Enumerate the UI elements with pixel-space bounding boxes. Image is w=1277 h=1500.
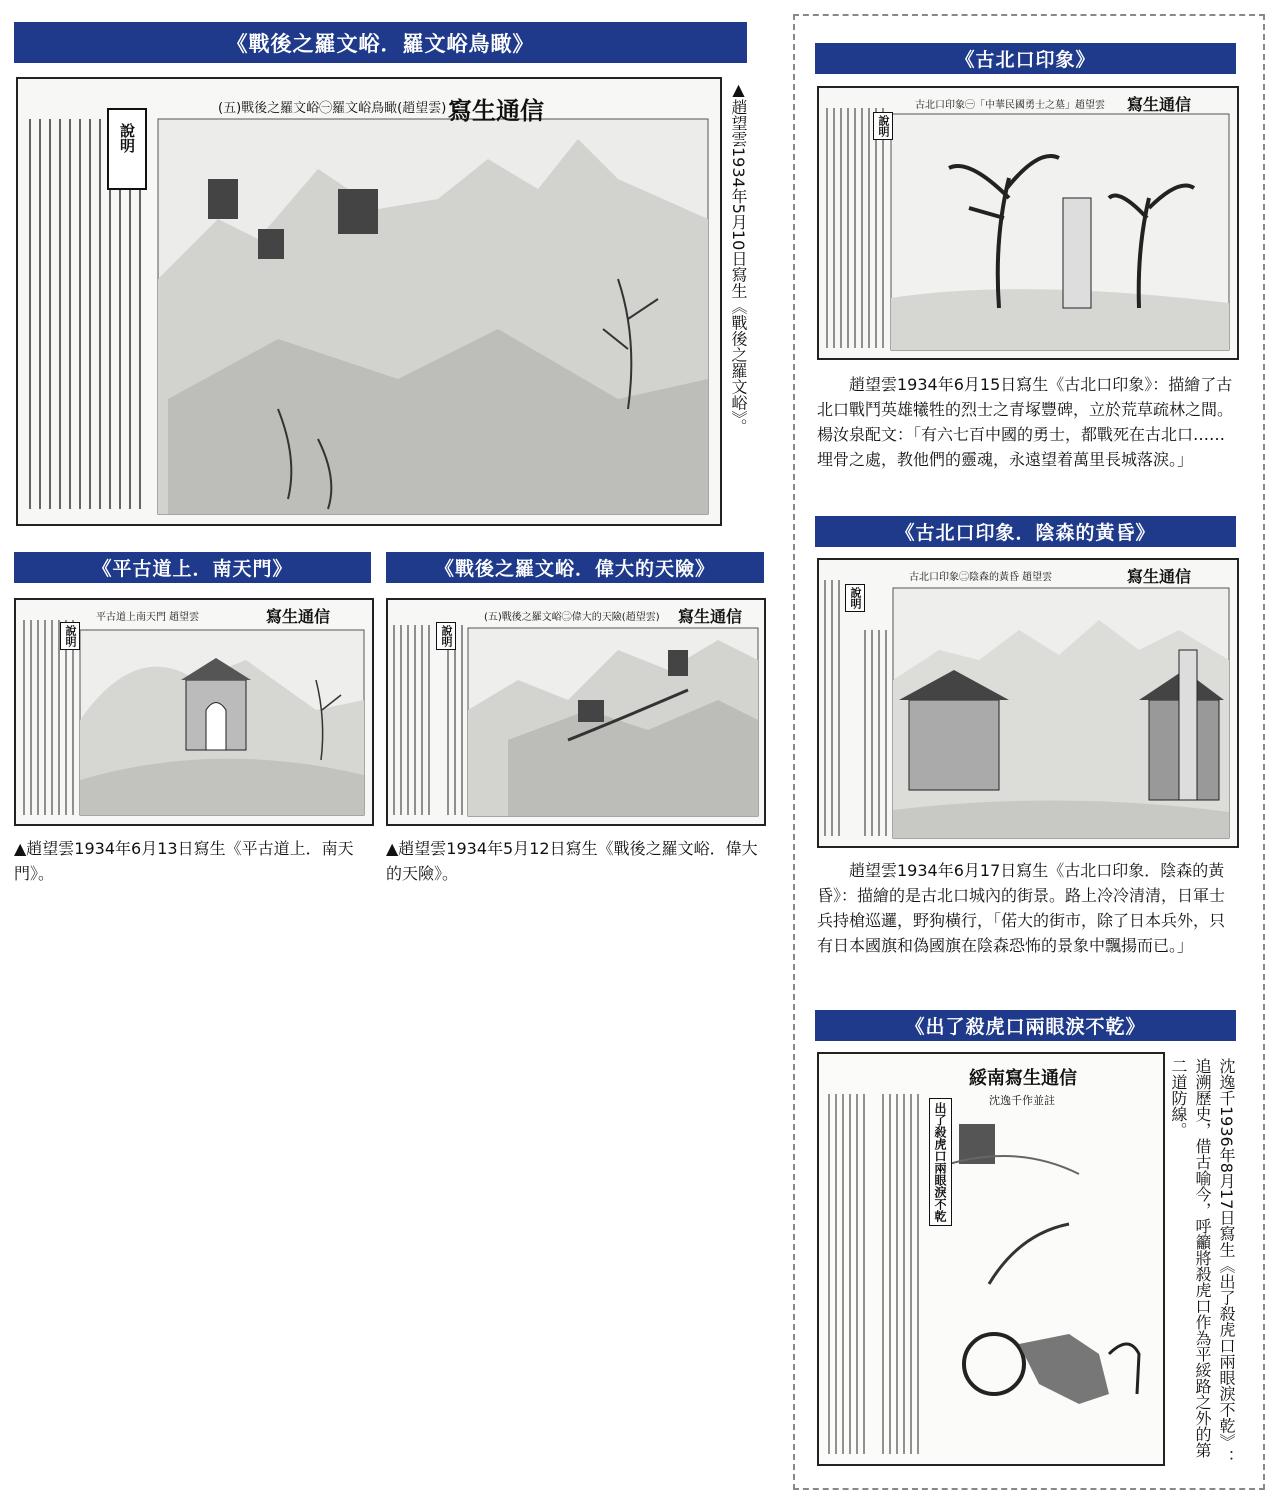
newspaper-clipping-gubeikou [817, 86, 1239, 360]
caption-gubeikou-dusk: 趙望雲1934年6月17日寫生《古北口印象．陰森的黃昏》：描繪的是古北口城內的街景。路上冷冷清清，日軍士兵持槍巡邏，野狗橫行，「偌大的街市，除了日本兵外，只有日本國旗和偽國旗在陰森恐怖的景象中飄揚而已。」 [817, 861, 1226, 955]
clipping-subtitle: 古北口印象㊁陰森的黃昏 趙望雲 [909, 572, 1053, 583]
newspaper-clipping-gubeikou-dusk [817, 558, 1239, 848]
clipping-header: 寫生通信 [678, 607, 743, 626]
clipping-label: 說明 [118, 123, 136, 153]
section-title-pinggu-nantianmen: 《平古道上．南天門》 [14, 552, 371, 583]
section-title-luowen-tianxian: 《戰後之羅文峪．偉大的天險》 [386, 552, 764, 583]
newspaper-clipping-shahukou [817, 1052, 1165, 1466]
newspaper-clipping-luowen-aerial [16, 77, 722, 526]
clipping-subtitle: 平古道上南天門 趙望雲 [96, 612, 200, 623]
clipping-subtitle: (五)戰後之羅文峪㊁偉大的天險(趙望雲) [484, 612, 660, 623]
clipping-header: 寫生通信 [1127, 567, 1192, 586]
newspaper-clipping-nantianmen [14, 598, 374, 826]
section-title-shahukou: 《出了殺虎口兩眼淚不乾》 [815, 1010, 1236, 1041]
section-title-luowen-aerial: 《戰後之羅文峪．羅文峪鳥瞰》 [14, 22, 747, 63]
clipping-subtitle: (五)戰後之羅文峪㊀羅文峪鳥瞰(趙望雲) [218, 101, 447, 116]
clipping-label: 說明 [845, 584, 865, 612]
clipping-label: 說明 [436, 622, 456, 650]
section-title-gubeikou: 《古北口印象》 [815, 43, 1236, 74]
section-title-gubeikou-dusk: 《古北口印象．陰森的黃昏》 [815, 516, 1236, 547]
clipping-header: 寫生通信 [1127, 95, 1192, 114]
caption-gubeikou: 趙望雲1934年6月15日寫生《古北口印象》：描繪了古北口戰鬥英雄犧牲的烈士之青塚豐碑，立於荒草疏林之間。楊汝泉配文：「有六七百中國的勇士，都戰死在古北口……埋骨之處，教他們的靈魂，永遠望着萬里長城落淚。」 [817, 375, 1234, 469]
caption-shahukou: 沈逸千1936年8月17日寫生《出了殺虎口兩眼淚不乾》：追溯歷史，借古喻今，呼籲將殺虎口作為平綏路之外的第二道防線。 [1169, 1058, 1236, 1466]
newspaper-clipping-tianxian [386, 598, 766, 826]
caption-luowen-aerial: ▲趙望雲1934年5月10日寫生《戰後之羅文峪》。 [729, 80, 748, 435]
clipping-label: 說明 [873, 112, 893, 140]
clipping-label: 說明 [60, 622, 80, 650]
clipping-subtitle: 沈逸千作並註 [989, 1094, 1055, 1107]
caption-nantianmen: ▲趙望雲1934年6月13日寫生《平古道上．南天門》。 [14, 839, 354, 883]
clipping-header: 寫生通信 [448, 96, 544, 125]
clipping-label: 出了殺虎口兩眼淚不乾 [929, 1098, 952, 1226]
clipping-subtitle: 古北口印象㊀「中華民國勇士之墓」趙望雲 [915, 100, 1105, 111]
caption-tianxian: ▲趙望雲1934年5月12日寫生《戰後之羅文峪．偉大的天險》。 [386, 839, 758, 883]
clipping-header: 綏南寫生通信 [969, 1068, 1077, 1089]
clipping-header: 寫生通信 [266, 607, 331, 626]
